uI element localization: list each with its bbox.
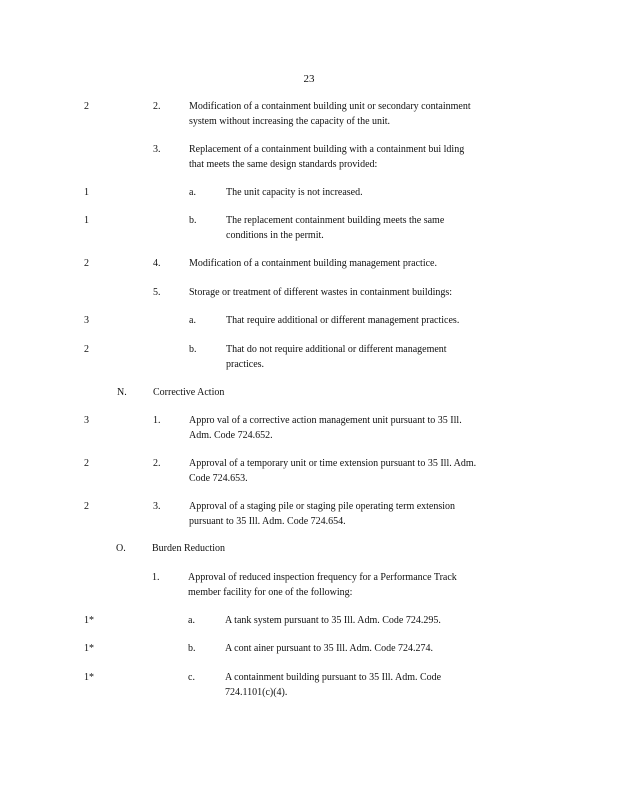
item-text	[188, 570, 457, 600]
text-line: 724.1101(c)(4).	[225, 687, 288, 698]
text-line: The unit capacity is not increased.	[226, 187, 363, 198]
item-text	[189, 499, 455, 529]
item-label: b.	[189, 215, 197, 226]
text-line: A tank system pursuant to 35 Ill. Adm. Code 724.295.	[225, 615, 441, 626]
text-line: Burden Reduction	[152, 543, 226, 554]
item-label: 5.	[153, 287, 161, 298]
item-label: 1.	[152, 572, 160, 583]
text-line: Approval of a staging pile or staging pile operating term extension	[189, 501, 456, 512]
category-number: 2	[84, 258, 89, 269]
item-text	[189, 99, 471, 129]
category-number: 3	[84, 315, 89, 326]
item-label: a.	[188, 615, 195, 626]
item-text	[189, 456, 476, 486]
item-label: b.	[189, 344, 197, 355]
item-text	[189, 285, 452, 300]
category-number: 2	[84, 501, 89, 512]
text-line: Approval of reduced inspection frequency for a Performance Track	[188, 572, 457, 583]
text-line: Replacement of a containment building with a containment bui lding	[189, 144, 465, 155]
category-number: 1	[84, 215, 89, 226]
category-number: 2	[84, 458, 89, 469]
item-label: 3.	[153, 144, 161, 155]
text-line: Code 724.653.	[189, 473, 248, 484]
text-line: that meets the same design standards provided:	[189, 159, 378, 170]
item-text	[189, 413, 462, 443]
section-label: O.	[116, 543, 126, 554]
text-line: That require additional or different management practices.	[226, 315, 460, 326]
text-line: Storage or treatment of different wastes in containment buildings:	[189, 287, 453, 298]
item-label: b.	[188, 643, 196, 654]
item-label: 1.	[153, 415, 161, 426]
item-text	[226, 313, 459, 328]
category-number: 1*	[84, 615, 94, 626]
text-line: Corrective Action	[153, 387, 225, 398]
item-text	[226, 213, 444, 243]
category-number: 2	[84, 101, 89, 112]
text-line: Modification of a containment building unit or secondary containment	[189, 101, 471, 112]
category-number: 1	[84, 187, 89, 198]
item-label: a.	[189, 187, 196, 198]
page-number: 23	[303, 73, 315, 85]
item-text	[225, 670, 441, 700]
text-line: Modification of a containment building management practice.	[189, 258, 437, 269]
text-line: That do not require additional or different management	[226, 344, 447, 355]
category-number: 1*	[84, 643, 94, 654]
text-line: practices.	[226, 359, 265, 370]
text-line: member facility for one of the following:	[188, 587, 353, 598]
item-label: a.	[189, 315, 196, 326]
item-text	[189, 256, 437, 271]
category-number: 1*	[84, 672, 94, 683]
item-label: 2.	[153, 458, 161, 469]
item-text	[225, 641, 433, 656]
text-line: Approval of a temporary unit or time extension pursuant to 35 Ill. Adm.	[189, 458, 477, 469]
item-text	[226, 342, 447, 372]
text-line: A containment building pursuant to 35 Ill. Adm. Code	[225, 672, 442, 683]
text-line: conditions in the permit.	[226, 230, 324, 241]
text-line: The replacement containment building meets the same	[226, 215, 445, 226]
item-text	[189, 142, 464, 172]
section-title	[152, 541, 225, 556]
text-line: A cont ainer pursuant to 35 Ill. Adm. Code 724.274.	[225, 643, 434, 654]
text-line: pursuant to 35 Ill. Adm. Code 724.654.	[189, 516, 346, 527]
text-line: Adm. Code 724.652.	[189, 430, 273, 441]
item-text	[225, 613, 441, 628]
item-label: 3.	[153, 501, 161, 512]
category-number: 3	[84, 415, 89, 426]
text-line: system without increasing the capacity of the unit.	[189, 116, 391, 127]
category-number: 2	[84, 344, 89, 355]
item-text	[226, 185, 363, 200]
text-line: Appro val of a corrective action management unit pursuant to 35 Ill.	[189, 415, 462, 426]
section-title	[153, 385, 224, 400]
item-label: 2.	[153, 101, 161, 112]
item-label: 4.	[153, 258, 161, 269]
section-label: N.	[117, 387, 127, 398]
item-label: c.	[188, 672, 195, 683]
